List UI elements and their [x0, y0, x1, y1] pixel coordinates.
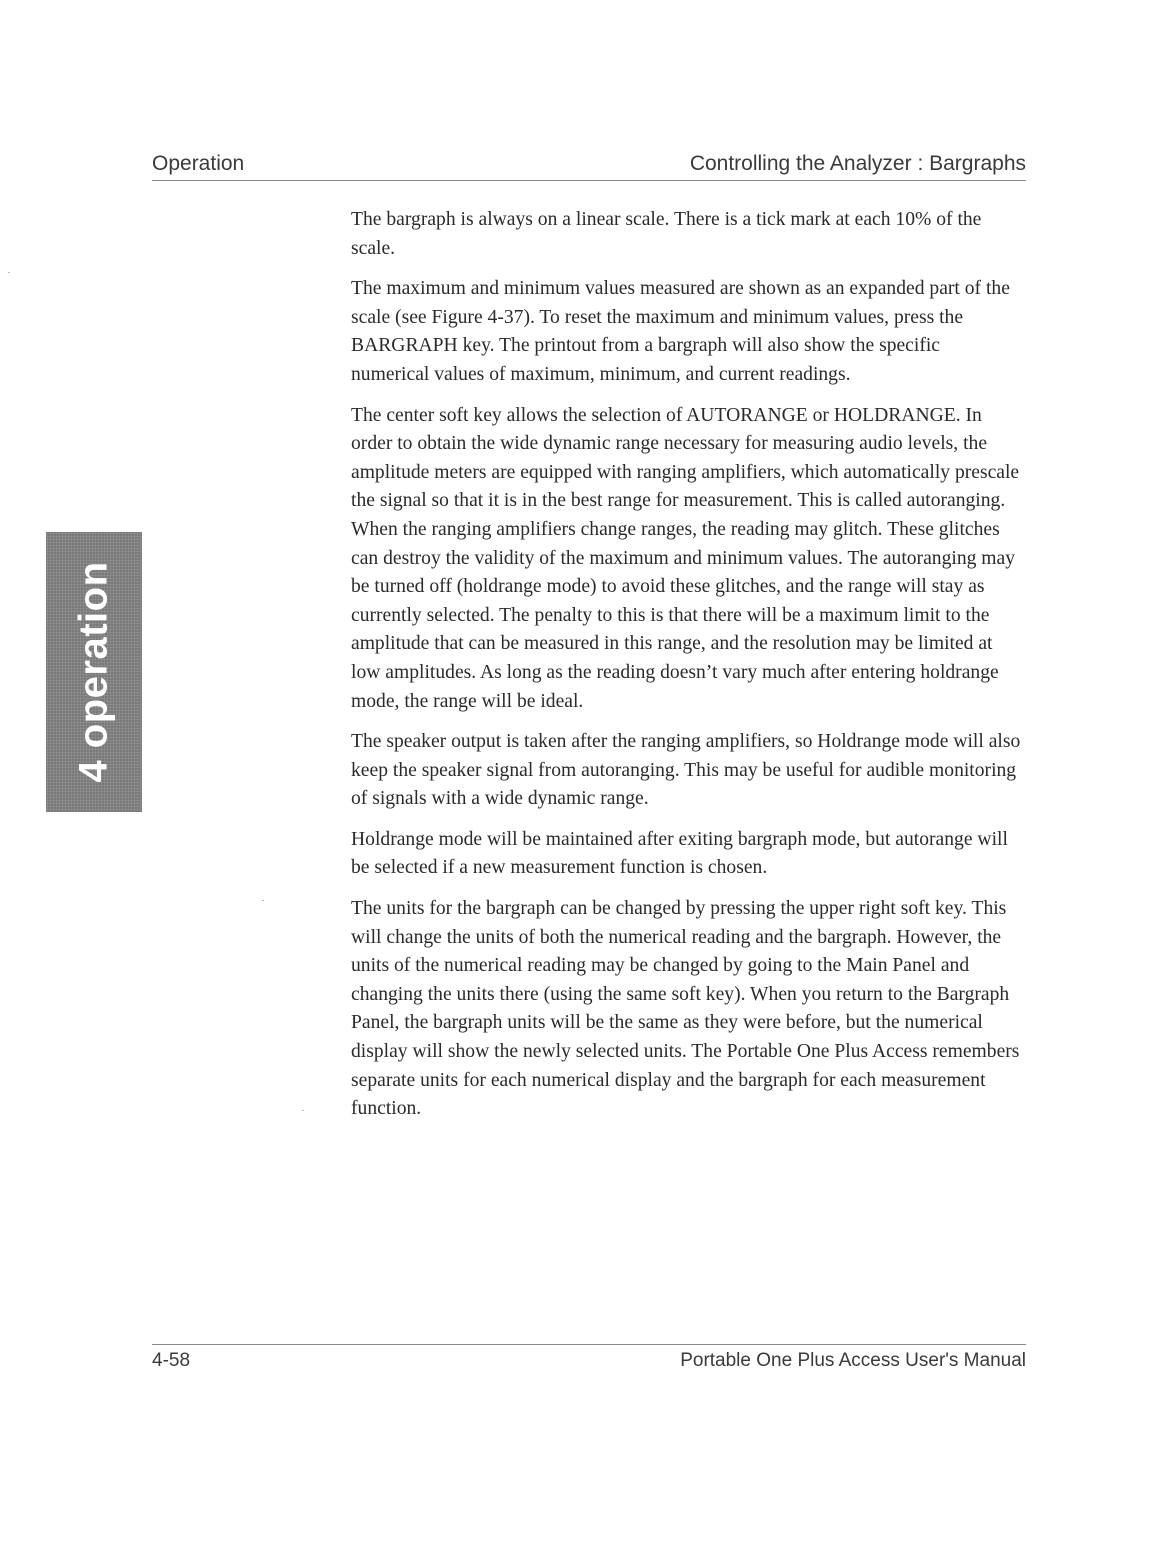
paragraph-speaker-output: The speaker output is taken after the ranging amplifiers, so Holdrange mode will also keep the speaker signal from autoranging. This may be useful for audible monitoring of signals with a wide dynamic range. [351, 731, 1021, 810]
chapter-tab-label: 4 operation [71, 561, 116, 783]
scan-speck [302, 1110, 304, 1111]
header-topic-title: Controlling the Analyzer : Bargraphs [689, 152, 1026, 175]
scan-speck [262, 900, 264, 901]
paragraph-bargraph-units: The units for the bargraph can be changed by pressing the upper right soft key. This will change the units of both the numerical reading and the bargraph. However, the units of the numerical reading may be changed by going to the Main Panel and changing the units there (using the same soft key). When you return to the Bargraph Panel, the bargraph units will be the same as they were before, but the numerical display will show the newly selected units. The Portable One Plus Access remembers separate units for each numerical display and the bargraph for each measurement function. [351, 898, 1020, 1120]
scan-speck [8, 272, 10, 273]
running-header [152, 150, 1026, 181]
paragraph-autorange-holdrange: The center soft key allows the selection of AUTORANGE or HOLDRANGE. In order to obtain the wide dynamic range necessary for measuring audio levels, the amplitude meters are equipped with ranging amplifiers, which automatically prescale the signal so that it is in the best range for measurement. This is called autoranging. When the ranging amplifiers change ranges, the reading may glitch. These glitches can destroy the validity of the maximum and minimum values. The autoranging may be turned off (holdrange mode) to avoid these glitches, and the range will stay as currently selected. The penalty to this is that there will be a maximum limit to the amplitude that can be measured in this range, and the resolution may be limited at low amplitudes. As long as the reading doesn’t vary much after entering holdrange mode, the range will be ideal. [351, 404, 1020, 712]
running-footer [152, 1350, 1026, 1380]
footer-rule [152, 1344, 1026, 1345]
body-text [351, 206, 1021, 1136]
paragraph-linear-scale: The bargraph is always on a linear scale. There is a tick mark at each 10% of the scale. [351, 209, 982, 259]
chapter-thumb-tab [46, 532, 142, 812]
manual-title: Portable One Plus Access User's Manual [680, 1350, 1026, 1371]
paragraph-holdrange-maintained: Holdrange mode will be maintained after exiting bargraph mode, but autorange will be selected if a new measurement function is chosen. [351, 828, 1008, 879]
header-section-title: Operation [152, 152, 245, 175]
page-number: 4-58 [152, 1350, 191, 1371]
paragraph-max-min-values: The maximum and minimum values measured are shown as an expanded part of the scale (see Figure 4-37). To reset the maximum and minimum values, press the BARGRAPH key. The printout from a bargraph will also show the specific numerical values of maximum, minimum, and current readings. [351, 278, 1010, 385]
